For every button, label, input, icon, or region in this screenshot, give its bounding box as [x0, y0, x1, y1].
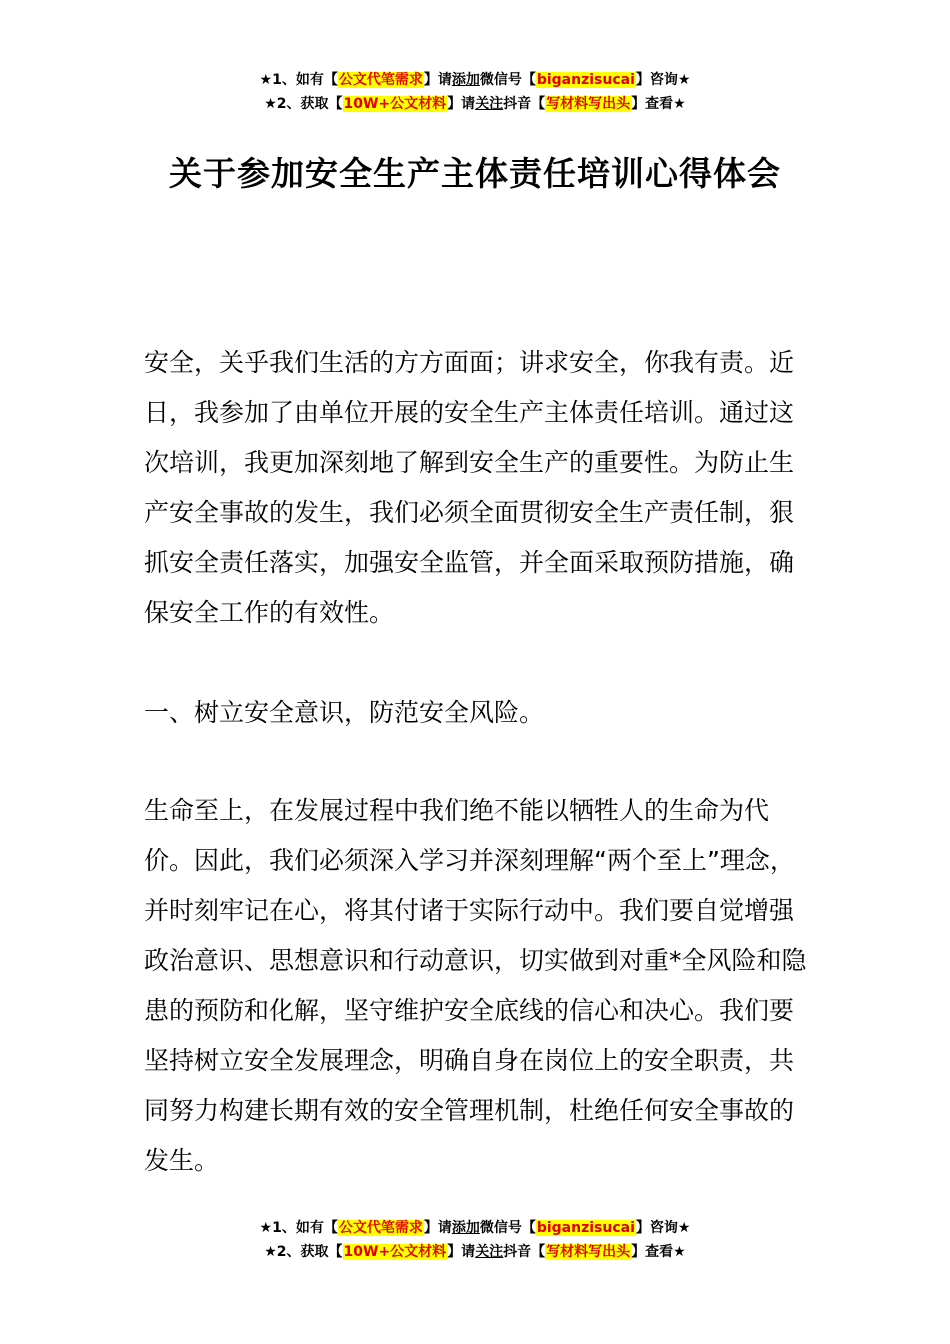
promo-line-2: [0, 1240, 950, 1264]
promo-text: 抖音【: [503, 96, 546, 112]
promo-text: ★1、如有【: [259, 72, 338, 88]
promo-emphasis: 关注: [475, 1244, 504, 1260]
document-title: 关于参加安全生产主体责任培训心得体会: [169, 154, 781, 193]
promo-text: 】咨询★: [635, 72, 691, 88]
promo-text: ★2、获取【: [264, 96, 343, 112]
promo-highlight: 写材料写出头: [546, 1244, 631, 1260]
promo-emphasis: 关注: [475, 96, 504, 112]
promo-text: 微信号【: [479, 72, 536, 88]
promo-emphasis: 添加: [451, 72, 480, 88]
promo-line-1: [0, 68, 950, 92]
body-paragraph: 生命至上，在发展过程中我们绝不能以牺牲人的生命为代价。因此，我们必须深入学习并深刻理解“两个至上”理念，并时刻牢记在心，将其付诸于实际行动中。我们要自觉增强政治意识、思想意识和行动意识，切实做到对重*全风险和隐患的预防和化解，坚守维护安全底线的信心和决心。我们要坚持树立安全发展理念，明确自身在岗位上的安全职责，共同努力构建长期有效的安全管理机制，杜绝任何安全事故的发生。: [144, 796, 807, 1175]
promo-highlight: biganzisucai: [536, 72, 635, 88]
promo-text: 抖音【: [503, 1244, 546, 1260]
promo-text: ★1、如有【: [259, 1220, 338, 1236]
body-paragraph: 安全，关乎我们生活的方方面面；讲求安全，你我有责。近日，我参加了由单位开展的安全生产主体责任培训。通过这次培训，我更加深刻地了解到安全生产的重要性。为防止生产安全事故的发生，我们必须全面贯彻安全生产责任制，狠抓安全责任落实，加强安全监管，并全面采取预防措施，确保安全工作的有效性。: [144, 348, 795, 627]
promo-highlight: 10W+公文材料: [343, 96, 447, 112]
promo-text: 】查看★: [631, 1244, 686, 1260]
promo-highlight: 公文代笔需求: [338, 72, 423, 88]
promo-highlight: 10W+公文材料: [343, 1244, 447, 1260]
bottom-promo-banner: [0, 1216, 950, 1264]
top-promo-banner: [0, 68, 950, 116]
promo-text: 】查看★: [631, 96, 686, 112]
promo-line-2: [0, 92, 950, 116]
promo-text: 】请: [447, 1244, 476, 1260]
promo-text: 】请: [447, 96, 476, 112]
promo-text: 】咨询★: [635, 1220, 691, 1236]
promo-text: 】请: [423, 72, 452, 88]
promo-emphasis: 添加: [451, 1220, 480, 1236]
promo-text: ★2、获取【: [264, 1244, 343, 1260]
promo-highlight: 公文代笔需求: [338, 1220, 423, 1236]
promo-highlight: biganzisucai: [536, 1220, 635, 1236]
promo-highlight: 写材料写出头: [546, 96, 631, 112]
promo-text: 微信号【: [479, 1220, 536, 1236]
promo-line-1: [0, 1216, 950, 1240]
promo-text: 】请: [423, 1220, 452, 1236]
section-heading: 一、树立安全意识，防范安全风险。: [144, 698, 545, 727]
